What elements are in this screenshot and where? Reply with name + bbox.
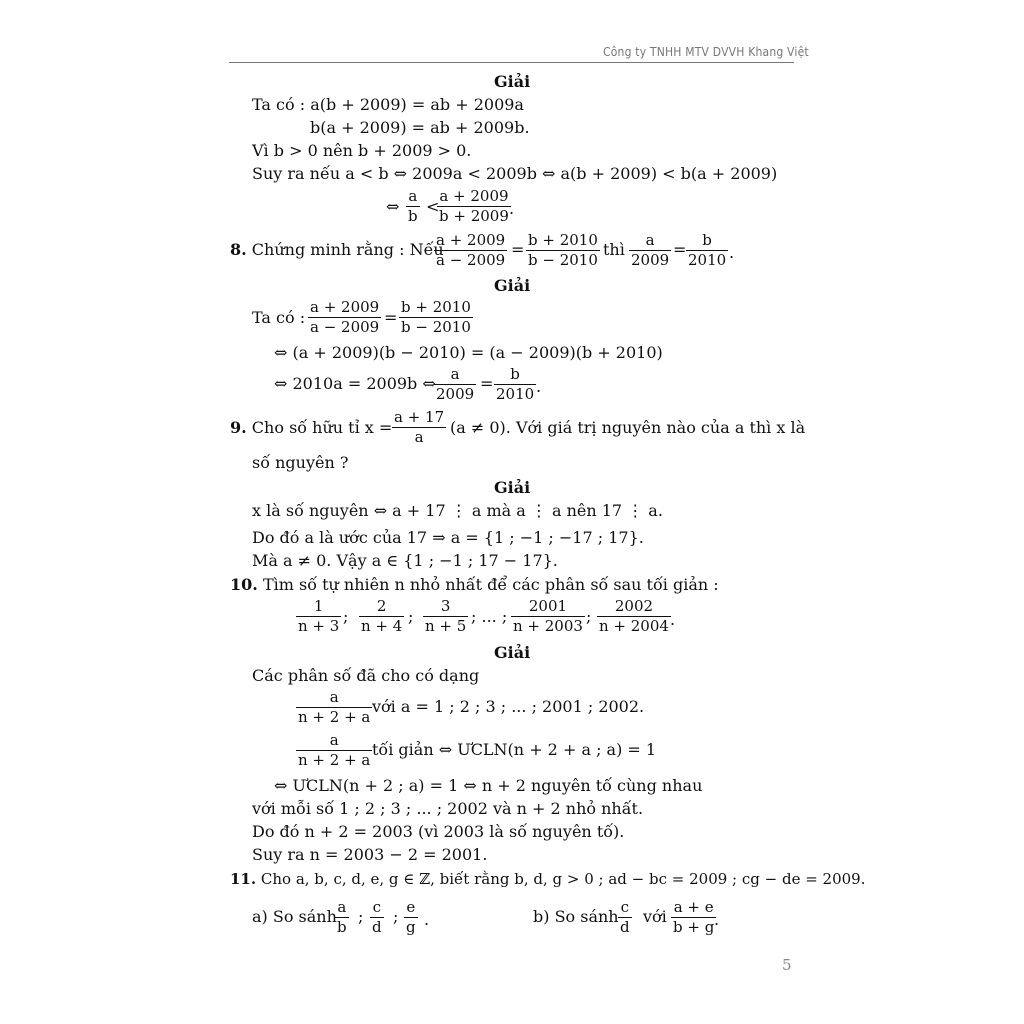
- fraction: [296, 597, 341, 636]
- text-line: x là số nguyên ⇔ a + 17 ⋮ a mà a ⋮ a nên 17 ⋮ a.: [252, 501, 663, 520]
- numerator: 2: [376, 597, 387, 615]
- text-line: Ta có : a(b + 2009) = ab + 2009a: [252, 95, 524, 114]
- fraction: [671, 898, 716, 937]
- equals: =: [673, 240, 687, 259]
- header-rule: [229, 62, 794, 63]
- text-line: Suy ra nếu a < b ⇔ 2009a < 2009b ⇔ a(b + 2009) < b(a + 2009): [252, 164, 778, 183]
- period: .: [509, 199, 515, 218]
- text-line: Vì b > 0 nên b + 2009 > 0.: [252, 141, 472, 160]
- period: .: [714, 910, 720, 929]
- fraction: [434, 231, 507, 270]
- then-word: thì: [603, 240, 625, 259]
- numerator: a: [450, 365, 460, 383]
- denominator: b: [408, 207, 418, 225]
- denominator: 2009: [436, 385, 475, 403]
- fraction: [359, 597, 404, 636]
- problem-10: [230, 575, 719, 595]
- numerator: c: [372, 898, 381, 916]
- denominator: n + 2 + a: [298, 708, 371, 726]
- solution-heading: Giải: [494, 72, 531, 91]
- denominator: d: [372, 918, 382, 936]
- numerator: a + 17: [394, 408, 445, 426]
- fraction: [392, 408, 446, 447]
- fraction: [404, 898, 418, 937]
- numerator: a: [337, 898, 347, 916]
- text-line: với mỗi số 1 ; 2 ; 3 ; ... ; 2002 và n + 2 nhỏ nhất.: [252, 799, 644, 818]
- fraction: [511, 597, 585, 636]
- ellipsis: ; ... ;: [471, 607, 508, 626]
- text-line: với a = 1 ; 2 ; 3 ; ... ; 2001 ; 2002.: [372, 697, 645, 716]
- problem-number: 9.: [230, 418, 247, 437]
- separator: ;: [358, 907, 364, 926]
- fraction: [494, 365, 536, 404]
- text-line: ⇔ ƯCLN(n + 2 ; a) = 1 ⇔ n + 2 nguyên tố cùng nhau: [274, 776, 703, 795]
- problem-text: Tìm số tự nhiên n nhỏ nhất để các phân số sau tối giản :: [262, 575, 719, 594]
- problem-number: 10.: [230, 575, 258, 594]
- denominator: n + 4: [361, 617, 403, 635]
- fraction: [423, 597, 468, 636]
- numerator: e: [406, 898, 416, 916]
- period: .: [670, 610, 676, 629]
- denominator: n + 2003: [513, 617, 583, 635]
- text-line: ⇔ 2010a = 2009b ⇔: [274, 374, 436, 393]
- text-line: Do đó a là ước của 17 ⇒ a = {1 ; −1 ; −17 ; 17}.: [252, 528, 644, 547]
- numerator: b: [702, 231, 712, 249]
- problem-text: số nguyên ?: [252, 453, 349, 472]
- denominator: n + 2 + a: [298, 751, 371, 769]
- fraction: [406, 187, 420, 226]
- fraction: [629, 231, 671, 270]
- numerator: a: [408, 187, 418, 205]
- fraction: [434, 365, 476, 404]
- problem-text: Cho số hữu tỉ x =: [251, 418, 393, 437]
- separator: ;: [343, 607, 349, 626]
- denominator: n + 5: [425, 617, 467, 635]
- denominator: 2010: [688, 251, 727, 269]
- numerator: a + 2009: [439, 187, 509, 205]
- solution-heading: Giải: [494, 478, 531, 497]
- denominator: b − 2010: [528, 251, 598, 269]
- numerator: b + 2010: [401, 298, 471, 316]
- denominator: g: [406, 918, 416, 936]
- fraction: [597, 597, 671, 636]
- fraction: [399, 298, 473, 337]
- text-line: Ta có :: [252, 308, 306, 327]
- separator: ;: [586, 607, 592, 626]
- numerator: 3: [440, 597, 451, 615]
- fraction: [437, 187, 511, 226]
- with-word: với: [643, 907, 667, 926]
- less-than: <: [426, 197, 440, 216]
- denominator: 2009: [631, 251, 670, 269]
- text-line: Do đó n + 2 = 2003 (vì 2003 là số nguyên tố).: [252, 822, 625, 841]
- equals: =: [384, 308, 398, 327]
- period: .: [424, 910, 430, 929]
- text-line: Các phân số đã cho có dạng: [252, 666, 480, 685]
- numerator: a: [329, 688, 339, 706]
- fraction: [686, 231, 728, 270]
- fraction: [296, 688, 372, 727]
- problem-text: (a ≠ 0). Với giá trị nguyên nào của a thì x là: [450, 418, 806, 437]
- text-line: b(a + 2009) = ab + 2009b.: [310, 118, 530, 137]
- problem-number: 11.: [230, 870, 257, 888]
- problem-text: Chứng minh rằng : Nếu: [251, 240, 444, 259]
- separator: ;: [408, 607, 414, 626]
- problem-text: Cho a, b, c, d, e, g ∈ ℤ, biết rằng b, d, g > 0 ; ad − bc = 2009 ; cg − de = 2009.: [260, 870, 866, 888]
- text-line: Suy ra n = 2003 − 2 = 2001.: [252, 845, 488, 864]
- numerator: 1: [313, 597, 324, 615]
- denominator: a: [392, 427, 446, 447]
- part-b-label: b) So sánh: [533, 907, 619, 926]
- text-line: tối giản ⇔ ƯCLN(n + 2 + a ; a) = 1: [372, 740, 657, 759]
- numerator: 2002: [614, 597, 654, 615]
- equals: =: [480, 374, 494, 393]
- denominator: n + 3: [298, 617, 340, 635]
- denominator: a − 2009: [436, 251, 506, 269]
- equiv-symbol: ⇔: [386, 197, 400, 216]
- problem-number: 8.: [230, 240, 247, 259]
- denominator: n + 2004: [599, 617, 669, 635]
- text-line: Mà a ≠ 0. Vậy a ∈ {1 ; −1 ; 17 − 17}.: [252, 551, 558, 570]
- denominator: b: [337, 918, 347, 936]
- denominator: b + g: [673, 918, 715, 936]
- denominator: b + 2009: [439, 207, 509, 225]
- period: .: [536, 377, 542, 396]
- page-number: 5: [782, 956, 792, 974]
- fraction: [308, 298, 381, 337]
- denominator: 2010: [496, 385, 535, 403]
- text-line: ⇔ (a + 2009)(b − 2010) = (a − 2009)(b + 2010): [274, 343, 663, 362]
- solution-heading: Giải: [494, 643, 531, 662]
- equals: =: [511, 240, 525, 259]
- denominator: b − 2010: [401, 318, 471, 336]
- numerator: 2001: [528, 597, 568, 615]
- problem-9: [230, 418, 392, 438]
- fraction: [335, 898, 349, 937]
- fraction: [618, 898, 632, 937]
- numerator: a + 2009: [436, 231, 506, 249]
- separator: ;: [393, 907, 399, 926]
- numerator: a: [645, 231, 655, 249]
- problem-8: [230, 240, 444, 260]
- numerator: a + e: [673, 898, 714, 916]
- denominator: d: [620, 918, 630, 936]
- part-a-label: a) So sánh: [252, 907, 337, 926]
- numerator: b: [510, 365, 520, 383]
- solution-heading: Giải: [494, 276, 531, 295]
- publisher-header: Công ty TNHH MTV DVVH Khang Việt: [603, 45, 809, 59]
- denominator: a − 2009: [310, 318, 380, 336]
- period: .: [729, 243, 735, 262]
- fraction: [370, 898, 384, 937]
- fraction: [526, 231, 600, 270]
- problem-11: [230, 869, 866, 889]
- numerator: b + 2010: [528, 231, 598, 249]
- numerator: c: [620, 898, 629, 916]
- fraction: [296, 731, 372, 770]
- numerator: a: [329, 731, 339, 749]
- numerator: a + 2009: [310, 298, 380, 316]
